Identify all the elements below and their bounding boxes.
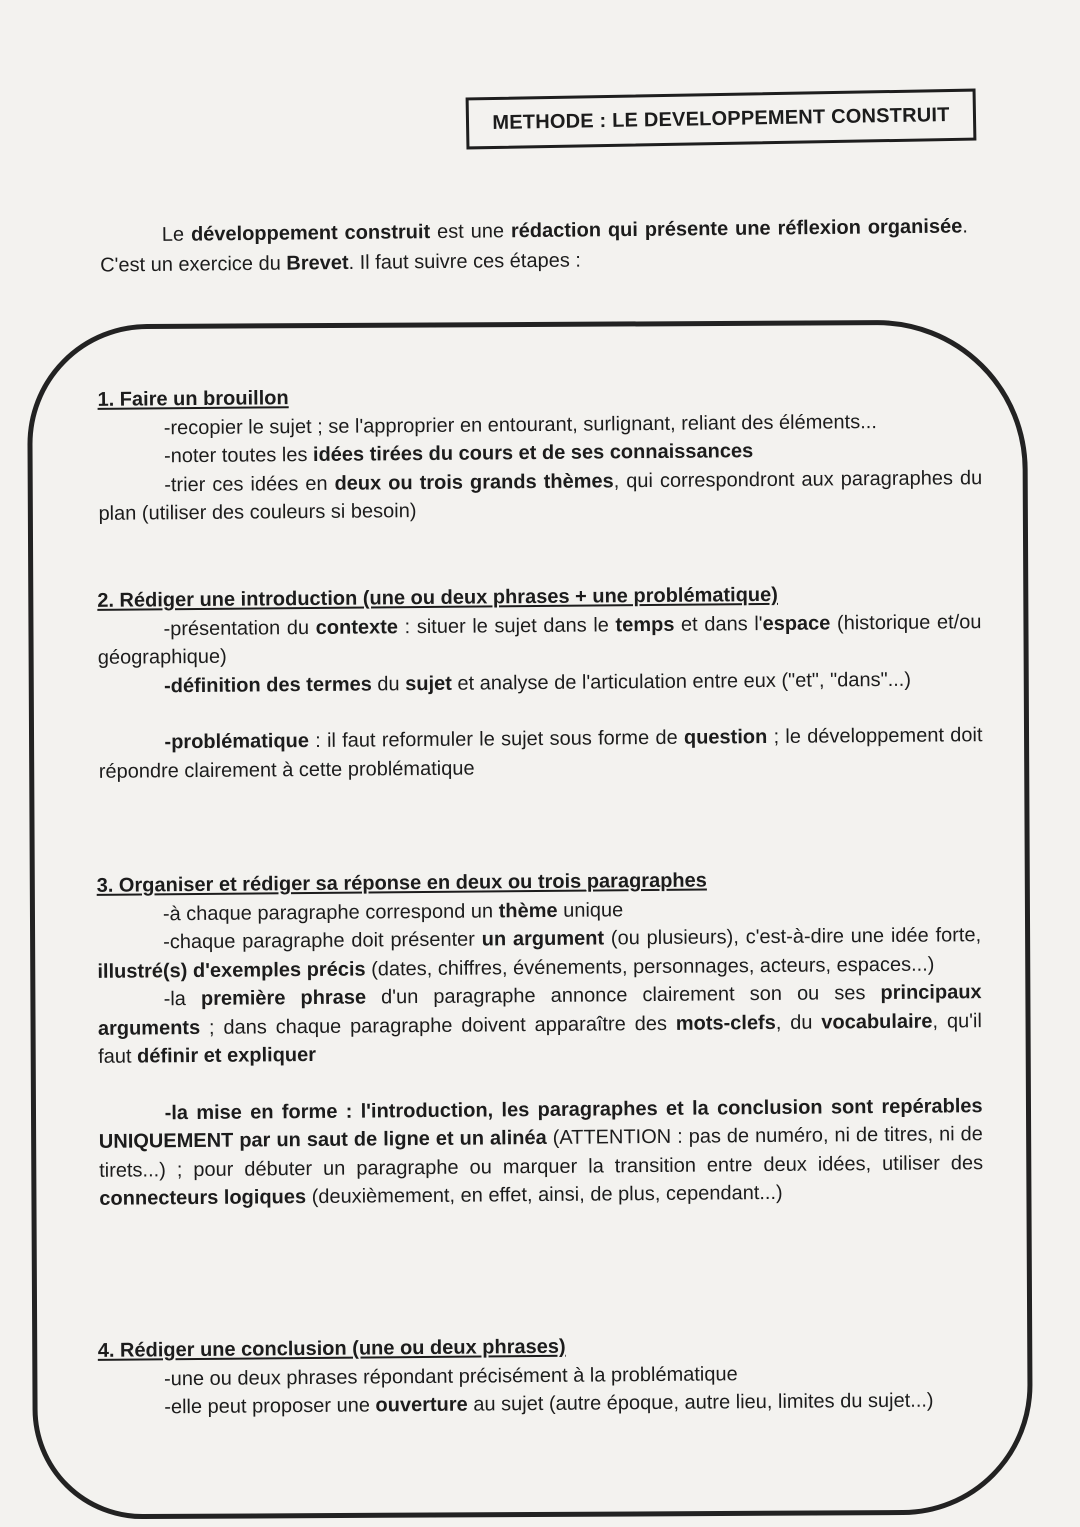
section-heading: 4. Rédiger une conclusion (une ou deux phrases) [97,1335,566,1362]
intro-bold: Brevet [286,251,349,275]
section-line: -la première phrase d'un paragraphe annonce clairement son ou ses principaux arguments ; dans chaque paragraphe doivent apparaître des mots-clefs, du vocabulaire, qu'il faut définir et expliquer [97,981,982,1068]
section-line: -la mise en forme : l'introduction, les paragraphes et la conclusion sont repérables UNIQUEMENT par un saut de ligne et un alinéa (ATTENTION : pas de numéro, ni de titres, ni de tirets...) ; pour débuter un paragraphe ou marquer la transition entre deux idées, utiliser des connecteurs logiques (deuxièmement, en effet, ainsi, de plus, cependant...) [98,1094,984,1210]
intro-bold: développement construit [190,221,431,246]
section-line: -elle peut proposer une ouverture au sujet (autre époque, autre lieu, limites du sujet...) [164,1389,934,1419]
section-line: -une ou deux phrases répondant précisément à la problématique [163,1362,738,1390]
section-line: -chaque paragraphe doit présenter un argument (ou plusieurs), c'est-à-dire une idée forte, illustré(s) d'exemples précis (dates, chiffres, événements, personnages, acteurs, espaces...) [97,924,982,983]
section-paragraphes [97,864,984,1213]
section-heading: 2. Rédiger une introduction (une ou deux phrases + une problématique) [97,583,778,612]
intro-text: . C'est un exercice du [100,215,968,277]
page-title: METHODE : LE DEVELOPPEMENT CONSTRUIT [466,89,977,150]
intro-text: . Il faut suivre ces étapes : [348,249,582,274]
section-line: -trier ces idées en deux ou trois grands thèmes, qui correspondront aux paragraphes du plan (utiliser des couleurs si besoin) [98,466,983,525]
intro-paragraph [100,211,969,280]
intro-bold: rédaction qui présente une réflexion organisée [510,215,963,243]
intro-text: est une [430,220,512,244]
section-brouillon [97,378,982,528]
section-introduction [97,579,983,786]
intro-text: Le [161,223,192,246]
section-line: -noter toutes les idées tirées du cours et de ses connaissances [163,440,754,468]
section-line: -présentation du contexte : situer le sujet dans le temps et dans l'espace (historique et/ou géographique) [97,610,982,669]
section-heading: 1. Faire un brouillon [97,387,289,411]
section-line: -définition des termes du sujet et analyse de l'articulation entre eux ("et", "dans"...) [163,668,912,697]
section-heading: 3. Organiser et rédiger sa réponse en deux ou trois paragraphes [96,869,707,897]
section-line: -problématique : il faut reformuler le sujet sous forme de question ; le développement doit répondre clairement à cette problématique [98,724,983,783]
section-line: -à chaque paragraphe correspond un thème unique [162,898,624,925]
section-conclusion [98,1329,983,1422]
section-line: -recopier le sujet ; se l'approprier en entourant, surlignant, reliant des éléments... [163,410,877,439]
